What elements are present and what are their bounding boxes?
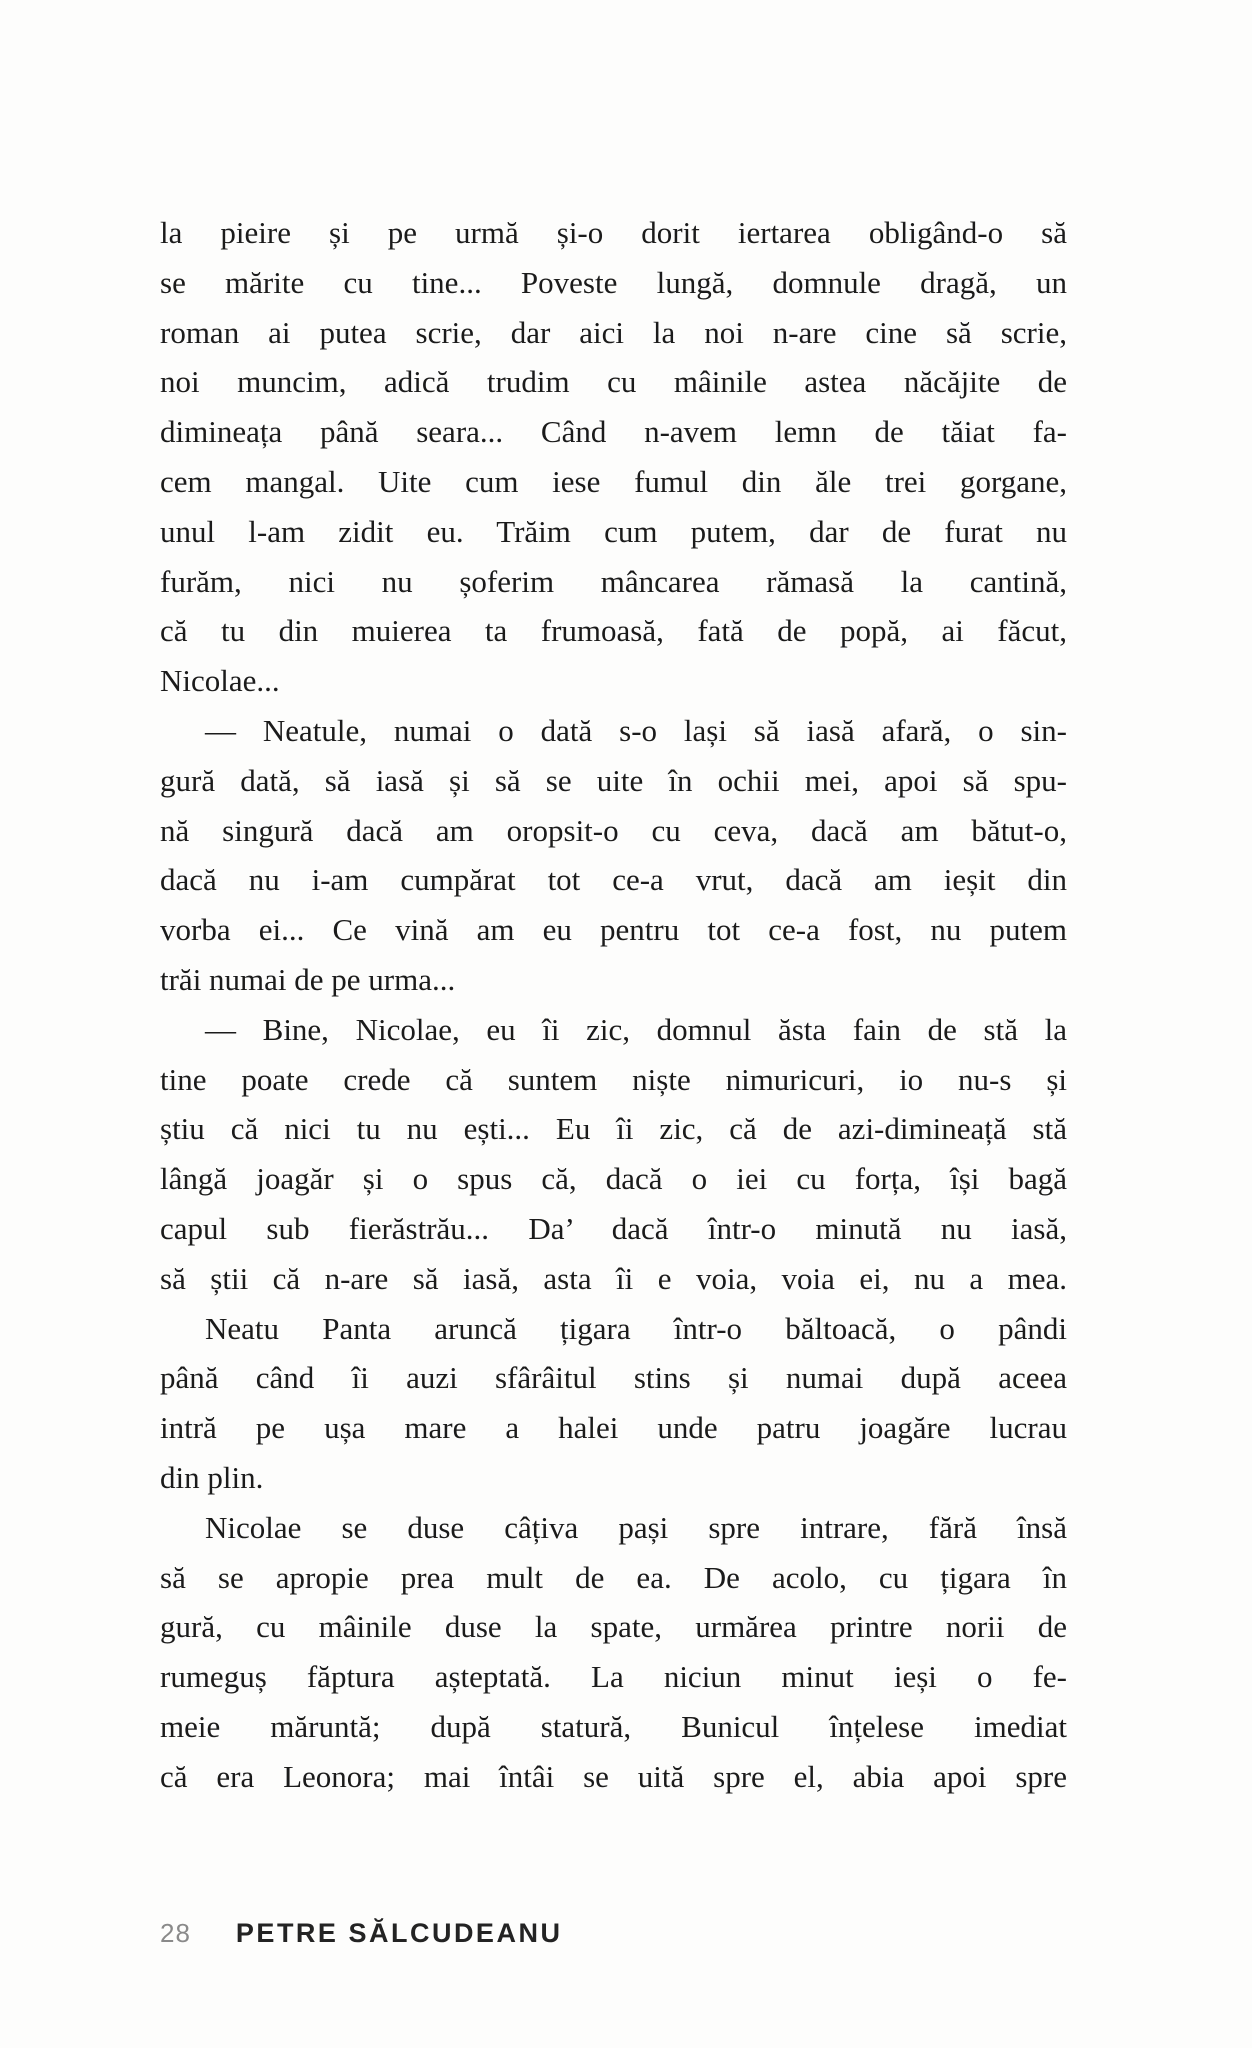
text-line: cem mangal. Uite cum iese fumul din ăle trei gorgane, (160, 463, 1067, 499)
text-line: roman ai putea scrie, dar aici la noi n-are cine să scrie, (160, 314, 1067, 350)
text-line: se mărite cu tine... Poveste lungă, domnule dragă, un (160, 264, 1067, 300)
text-line: nă singură dacă am oropsit-o cu ceva, dacă am bătut-o, (160, 812, 1067, 848)
text-line: gură, cu mâinile duse la spate, urmărea printre norii de (160, 1609, 1067, 1645)
text-line: furăm, nici nu șoferim mâncarea rămasă la cantină, (160, 563, 1067, 599)
text-line: capul sub fierăstrău... Da’ dacă într-o minută nu iasă, (160, 1210, 1067, 1246)
text-line: — Bine, Nicolae, eu îi zic, domnul ăsta fain de stă la (205, 1011, 1067, 1047)
text-line: meie măruntă; după statură, Bunicul înțelese imediat (160, 1708, 1067, 1744)
text-line: Neatu Panta aruncă țigara într-o băltoacă, o pândi (205, 1310, 1067, 1346)
text-line: rumeguș făptura așteptată. La niciun minut ieși o fe- (160, 1659, 1067, 1695)
text-line: știu că nici tu nu ești... Eu îi zic, că de azi-dimineață stă (160, 1111, 1067, 1147)
text-line: la pieire și pe urmă și-o dorit iertarea obligând-o să (160, 215, 1067, 250)
page-footer (160, 1918, 562, 1949)
text-line: trăi numai de pe urma... (160, 961, 456, 997)
text-line: Nicolae... (160, 663, 280, 699)
text-line: dimineața până seara... Când n-avem lemn de tăiat fa- (160, 414, 1067, 450)
text-line: vorba ei... Ce vină am eu pentru tot ce-a fost, nu putem (160, 912, 1067, 948)
text-line: lângă joagăr și o spus că, dacă o iei cu forța, își bagă (160, 1161, 1067, 1197)
page-number: 28 (160, 1918, 191, 1948)
text-line: până când îi auzi sfârâitul stins și numai după aceea (160, 1360, 1067, 1396)
text-line: gură dată, să iasă și să se uite în ochii mei, apoi să spu- (160, 762, 1067, 798)
text-line: noi muncim, adică trudim cu mâinile astea năcăjite de (160, 364, 1067, 400)
text-line: tine poate crede că suntem niște nimuricuri, io nu-s și (160, 1061, 1067, 1097)
author-name: PETRE SĂLCUDEANU (235, 1918, 563, 1948)
text-line: că era Leonora; mai întâi se uită spre el, abia apoi spre (160, 1758, 1067, 1794)
body-text (160, 208, 1067, 1802)
text-line: dacă nu i-am cumpărat tot ce-a vrut, dacă am ieșit din (160, 862, 1067, 898)
text-line: din plin. (160, 1459, 264, 1495)
text-line: că tu din muierea ta frumoasă, fată de popă, ai făcut, (160, 613, 1067, 649)
text-line: intră pe ușa mare a halei unde patru joagăre lucrau (160, 1410, 1067, 1446)
text-line: — Neatule, numai o dată s-o lași să iasă afară, o sin- (205, 712, 1067, 748)
text-line: unul l-am zidit eu. Trăim cum putem, dar de furat nu (160, 513, 1067, 549)
text-line: Nicolae se duse câțiva pași spre intrare, fără însă (205, 1509, 1067, 1545)
text-line: să știi că n-are să iasă, asta îi e voia, voia ei, nu a mea. (160, 1260, 1067, 1296)
text-line: să se apropie prea mult de ea. De acolo, cu țigara în (160, 1559, 1067, 1595)
